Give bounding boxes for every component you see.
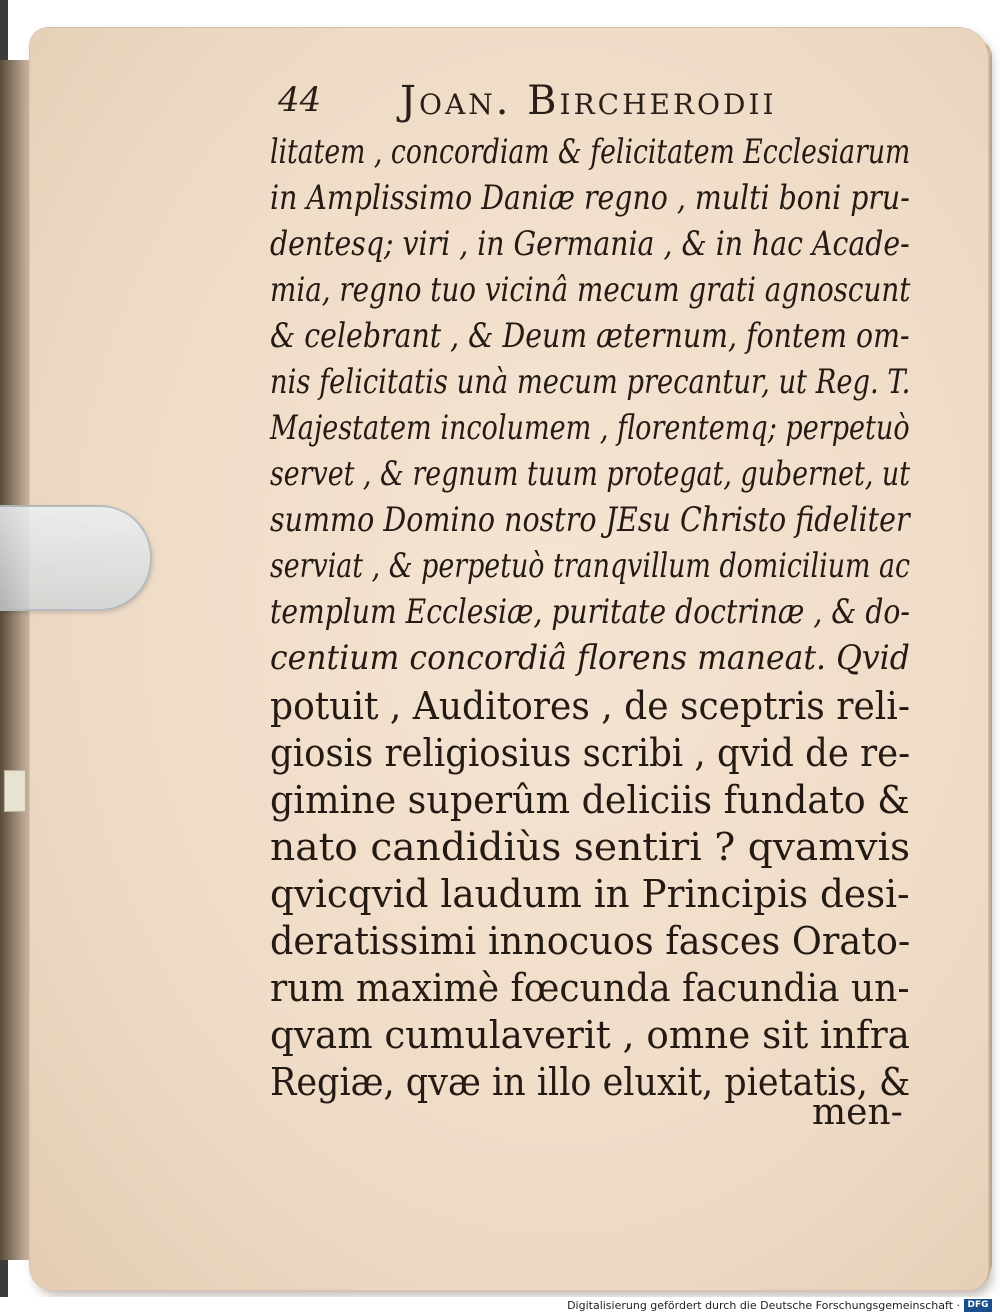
page-header <box>278 80 898 128</box>
text-line: Majestatem incolumem , florentemq; perpetuò <box>270 408 910 448</box>
running-head: Joan. Bircherodii <box>400 78 777 124</box>
text-line: templum Ecclesiæ, puritate doctrinæ , & do- <box>270 592 910 632</box>
text-line: servet , & regnum tuum protegat, gubernet, ut <box>270 454 911 494</box>
plastic-bookmark <box>0 505 152 611</box>
text-line: serviat , & perpetuò tranqvillum domicilium ac <box>270 546 911 586</box>
text-line: rum maximè fœcunda facundia un- <box>270 966 910 1010</box>
text-line: nis felicitatis unà mecum precantur, ut Reg. T. <box>270 362 911 402</box>
digitization-credit: Digitalisierung gefördert durch die Deutsche Forschungsgemeinschaft · <box>567 1299 960 1312</box>
catchword: men- <box>812 1092 903 1133</box>
text-line: summo Domino nostro JEsu Christo fideliter <box>270 500 910 540</box>
text-line: centium concordiâ florens maneat. Qvid <box>270 638 910 678</box>
text-line: dentesq; viri , in Germania , & in hac Acade- <box>270 224 910 264</box>
page-number: 44 <box>278 80 322 120</box>
binding-clip <box>4 770 26 812</box>
text-line: potuit , Auditores , de sceptris reli- <box>270 684 911 728</box>
text-line: mia, regno tuo vicinâ mecum grati agnoscunt <box>270 270 911 310</box>
text-line: nato candidiùs sentiri ? qvamvis <box>270 825 911 869</box>
text-line: Regiæ, qvæ in illo eluxit, pietatis, & <box>270 1060 911 1104</box>
text-line: giosis religiosius scribi , qvid de re- <box>270 731 911 775</box>
text-line: qvicqvid laudum in Principis desi- <box>270 872 910 916</box>
text-line: in Amplissimo Daniæ regno , multi boni pru- <box>270 178 910 218</box>
text-line: & celebrant , & Deum æternum, fontem om- <box>270 316 910 356</box>
dfg-logo: DFG <box>964 1299 992 1312</box>
text-line: litatem , concordiam & felicitatem Ecclesiarum <box>270 132 911 172</box>
text-line: qvam cumulaverit , omne sit infra <box>270 1013 910 1057</box>
text-line: deratissimi innocuos fasces Orato- <box>270 919 911 963</box>
text-line: gimine superûm deliciis fundato & <box>270 778 910 822</box>
